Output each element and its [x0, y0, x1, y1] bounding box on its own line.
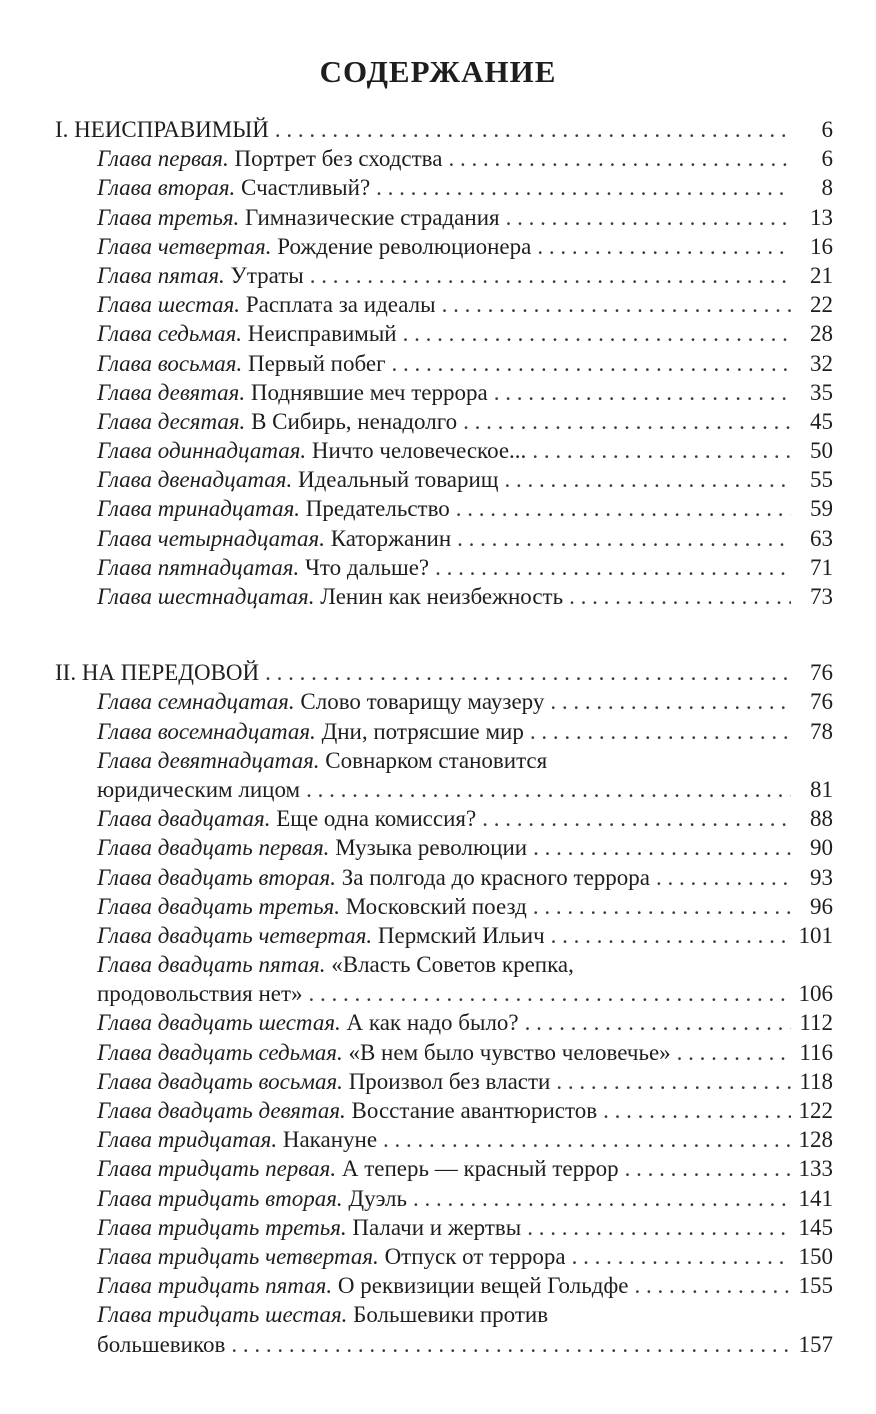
toc-entry [55, 717, 833, 746]
dot-leader [457, 524, 791, 553]
toc-entry-line [55, 553, 833, 582]
page-number: 16 [810, 233, 833, 259]
dot-leader [275, 115, 791, 144]
chapter-title: Каторжанин [324, 525, 452, 551]
page-number: 8 [821, 175, 833, 201]
table-of-contents [55, 115, 833, 1359]
toc-entry [55, 833, 833, 862]
chapter-label: Глава двадцать пятая. [97, 952, 326, 978]
dot-leader [306, 775, 791, 804]
chapter-title: продовольствия нет» [97, 981, 303, 1007]
chapter-label: Глава двадцать седьмая. [97, 1039, 343, 1065]
chapter-label: Глава тридцать шестая. [97, 1302, 348, 1328]
chapter-title: Произвол без власти [342, 1068, 551, 1094]
chapter-title: «В нем было чувство человечье» [342, 1039, 671, 1065]
section-heading-row [55, 115, 833, 144]
chapter-title: Неисправимый [242, 321, 397, 347]
entry-text [97, 1008, 519, 1037]
toc-entry [55, 1125, 833, 1154]
page-number: 88 [810, 806, 833, 832]
chapter-title: А как надо было? [340, 1010, 519, 1036]
entry-text [97, 261, 304, 290]
page-number: 155 [798, 1273, 833, 1299]
chapter-label: Глава тридцать первая. [97, 1156, 337, 1182]
chapter-title: В Сибирь, ненадолго [245, 408, 458, 434]
toc-entry [55, 319, 833, 348]
dot-leader [533, 892, 791, 921]
chapter-title: За полгода до красного террора [335, 864, 650, 890]
toc-entry [55, 687, 833, 716]
chapter-label: Глава тридцать третья. [97, 1214, 347, 1240]
chapter-title: Гимназические страдания [239, 204, 500, 230]
entry-text [97, 892, 527, 921]
dot-leader [448, 144, 791, 173]
chapter-title: Московский поезд [339, 893, 527, 919]
dot-leader [383, 1125, 791, 1154]
page-number: 6 [821, 117, 833, 142]
chapter-title: Совнарком становится [319, 747, 548, 773]
dot-leader [265, 658, 791, 687]
toc-entry-line [55, 746, 833, 775]
toc-entry [55, 1271, 833, 1300]
chapter-title: Идеальный товарищ [292, 467, 499, 493]
dot-leader [231, 1330, 791, 1359]
entry-text [97, 524, 451, 553]
toc-entry [55, 232, 833, 261]
chapter-label: Глава двадцать восьмая. [97, 1068, 343, 1094]
section-heading: II. НА ПЕРЕДОВОЙ [55, 660, 260, 686]
toc-entry-line [55, 1300, 833, 1329]
chapter-label: Глава двадцатая. [97, 806, 271, 832]
toc-entry-line [55, 173, 833, 202]
chapter-label: Глава семнадцатая. [97, 689, 295, 715]
chapter-label: Глава шестая. [97, 292, 241, 318]
entry-text [97, 1067, 550, 1096]
chapter-title: Дни, потрясшие мир [315, 718, 524, 744]
toc-entry [55, 746, 833, 804]
toc-entry [55, 863, 833, 892]
entry-text [97, 319, 397, 348]
toc-entry-line [55, 1008, 833, 1037]
chapter-title: Дуэль [342, 1185, 408, 1211]
toc-entry [55, 1300, 833, 1358]
dot-leader [456, 494, 791, 523]
toc-entry [55, 144, 833, 173]
page-number: 90 [810, 835, 833, 861]
entry-text [97, 582, 563, 611]
toc-entry [55, 1008, 833, 1037]
toc-section [55, 115, 833, 611]
chapter-label: Глава четырнадцатая. [97, 525, 325, 551]
toc-entry-line [55, 892, 833, 921]
toc-entry [55, 950, 833, 1008]
chapter-label: Глава двенадцатая. [97, 467, 293, 493]
toc-entry-line [55, 465, 833, 494]
chapter-label: Глава двадцать первая. [97, 835, 330, 861]
page-number: 141 [798, 1185, 833, 1211]
entry-text [97, 553, 429, 582]
page-number: 116 [799, 1039, 833, 1065]
entry-text [97, 1154, 619, 1183]
chapter-label: Глава двадцать вторая. [97, 864, 336, 890]
dot-leader [413, 1184, 791, 1213]
toc-entry-line [55, 1096, 833, 1125]
chapter-title: большевиков [97, 1331, 226, 1357]
toc-entry-line [55, 1067, 833, 1096]
chapter-title: юридическим лицом [97, 776, 301, 802]
toc-entry [55, 921, 833, 950]
toc-entry [55, 261, 833, 290]
chapter-label: Глава тринадцатая. [97, 496, 301, 522]
chapter-label: Глава двадцать четвертая. [97, 922, 373, 948]
toc-entry-line [55, 1271, 833, 1300]
entry-text [97, 1038, 671, 1067]
chapter-title: Утраты [224, 262, 304, 288]
entry-text [97, 1184, 407, 1213]
dot-leader [527, 1213, 791, 1242]
entry-text [97, 979, 303, 1008]
dot-leader [525, 1008, 791, 1037]
toc-entry [55, 494, 833, 523]
chapter-label: Глава пятая. [97, 262, 225, 288]
dot-leader [556, 1067, 791, 1096]
toc-entry [55, 892, 833, 921]
toc-entry-line [55, 1038, 833, 1067]
chapter-title: Пермский Ильич [372, 922, 545, 948]
dot-leader [625, 1154, 791, 1183]
page-number: 101 [798, 922, 833, 948]
dot-leader [494, 378, 791, 407]
toc-entry-line [55, 203, 833, 232]
toc-entry [55, 173, 833, 202]
chapter-title: «Власть Советов крепка, [325, 952, 574, 978]
chapter-label: Глава девятая. [97, 379, 246, 405]
chapter-label: Глава одиннадцатая. [97, 438, 307, 464]
page-number: 13 [810, 204, 833, 230]
dot-leader [463, 407, 791, 436]
dot-leader [505, 465, 791, 494]
dot-leader [376, 173, 791, 202]
toc-entry [55, 203, 833, 232]
toc-entry [55, 524, 833, 553]
chapter-title: Еще одна комиссия? [270, 806, 477, 832]
entry-text [97, 717, 524, 746]
page-number: 73 [810, 584, 833, 609]
entry-text [97, 1125, 377, 1154]
page-number: 21 [810, 262, 833, 288]
entry-text [97, 950, 574, 979]
dot-leader [392, 349, 791, 378]
dot-leader [677, 1038, 791, 1067]
toc-entry-line [55, 524, 833, 553]
toc-section [55, 658, 833, 1359]
chapter-title: Ничто человеческое... [306, 438, 527, 464]
entry-text [97, 687, 544, 716]
dot-leader [569, 582, 791, 611]
page-number: 118 [799, 1068, 833, 1094]
chapter-label: Глава тридцать пятая. [97, 1273, 333, 1299]
chapter-title: Восстание авантюристов [345, 1098, 598, 1123]
toc-entry [55, 436, 833, 465]
toc-entry-line [55, 1330, 833, 1359]
chapter-title: Поднявшие меч террора [245, 379, 488, 405]
page-number: 22 [810, 292, 833, 318]
dot-leader [656, 863, 791, 892]
dot-leader [532, 436, 791, 465]
dot-leader [310, 261, 791, 290]
chapter-label: Глава двадцать девятая. [97, 1098, 346, 1123]
dot-leader [537, 232, 791, 261]
toc-entry-line [55, 349, 833, 378]
page-number: 28 [810, 321, 833, 347]
entry-text [97, 921, 545, 950]
dot-leader [403, 319, 791, 348]
entry-text [97, 173, 370, 202]
toc-entry-line [55, 979, 833, 1008]
chapter-title: Ленин как неизбежность [314, 584, 564, 609]
toc-entry-line [55, 290, 833, 319]
chapter-title: Расплата за идеалы [240, 292, 436, 318]
toc-entry [55, 1154, 833, 1183]
chapter-title: Слово товарищу маузеру [294, 689, 545, 715]
toc-entry-line [55, 687, 833, 716]
toc-entry-line [55, 144, 833, 173]
toc-entry-line [55, 1154, 833, 1183]
page-number: 71 [810, 554, 833, 580]
chapter-title: Отпуск от террора [378, 1243, 566, 1269]
chapter-title: А теперь — красный террор [336, 1156, 619, 1182]
chapter-label: Глава тридцать вторая. [97, 1185, 343, 1211]
entry-text [97, 144, 442, 173]
toc-entry-line [55, 1125, 833, 1154]
page-number: 150 [798, 1243, 833, 1269]
toc-entry [55, 465, 833, 494]
entry-text [97, 203, 500, 232]
toc-entry-line [55, 921, 833, 950]
page-number: 145 [798, 1214, 833, 1240]
dot-leader [635, 1271, 791, 1300]
page-number: 59 [810, 496, 833, 522]
entry-text [97, 290, 436, 319]
toc-entry-line [55, 1242, 833, 1271]
dot-leader [530, 717, 791, 746]
dot-leader [442, 290, 791, 319]
chapter-label: Глава девятнадцатая. [97, 747, 320, 773]
dot-leader [435, 553, 791, 582]
toc-entry-line [55, 232, 833, 261]
section-heading-row [55, 658, 833, 687]
entry-text [97, 436, 526, 465]
toc-entry [55, 582, 833, 611]
page-number: 63 [810, 525, 833, 551]
toc-entry-line [55, 261, 833, 290]
chapter-label: Глава вторая. [97, 175, 236, 201]
page-number: 35 [810, 379, 833, 405]
entry-text [97, 494, 450, 523]
entry-text [97, 1300, 548, 1329]
entry-text [97, 1271, 629, 1300]
page-number: 122 [798, 1098, 833, 1123]
page-number: 6 [821, 146, 833, 172]
toc-entry-line [55, 833, 833, 862]
entry-text [97, 775, 300, 804]
toc-entry [55, 1242, 833, 1271]
dot-leader [603, 1096, 791, 1125]
chapter-label: Глава двадцать шестая. [97, 1010, 341, 1036]
chapter-label: Глава шестнадцатая. [97, 584, 315, 609]
page-number: 50 [810, 438, 833, 464]
toc-entry [55, 290, 833, 319]
entry-text [97, 804, 476, 833]
chapter-label: Глава восьмая. [97, 350, 243, 376]
page-number: 76 [810, 660, 833, 686]
toc-entry [55, 1184, 833, 1213]
entry-text [97, 232, 531, 261]
chapter-title: Музыка революции [329, 835, 528, 861]
page-title: СОДЕРЖАНИЕ [319, 54, 557, 89]
page-number: 106 [798, 981, 833, 1007]
toc-entry-line [55, 717, 833, 746]
entry-text [97, 465, 499, 494]
chapter-label: Глава десятая. [97, 408, 246, 434]
chapter-title: Счастливый? [235, 175, 371, 201]
toc-entry [55, 1213, 833, 1242]
toc-entry [55, 407, 833, 436]
chapter-label: Глава двадцать третья. [97, 893, 340, 919]
entry-text [97, 1242, 566, 1271]
page-number: 128 [798, 1127, 833, 1153]
dot-leader [506, 203, 791, 232]
page-number: 133 [798, 1156, 833, 1182]
page-number: 96 [810, 893, 833, 919]
toc-entry-line [55, 582, 833, 611]
page-number: 32 [810, 350, 833, 376]
toc-entry-line [55, 1184, 833, 1213]
dot-leader [309, 979, 791, 1008]
entry-text [97, 378, 488, 407]
page-number: 78 [810, 718, 833, 744]
chapter-label: Глава тридцатая. [97, 1127, 278, 1153]
toc-entry-line [55, 378, 833, 407]
page-number: 81 [810, 776, 833, 802]
entry-text [97, 746, 547, 775]
page-number: 112 [799, 1010, 833, 1036]
chapter-label: Глава первая. [97, 146, 229, 172]
chapter-title: Портрет без сходства [228, 146, 443, 172]
entry-text [97, 349, 386, 378]
toc-entry [55, 804, 833, 833]
toc-entry-line [55, 436, 833, 465]
chapter-title: О реквизиции вещей Гольдфе [332, 1273, 629, 1299]
entry-text [97, 1213, 521, 1242]
entry-text [97, 1330, 225, 1359]
chapter-title: Большевики против [347, 1302, 549, 1328]
chapter-title: Предательство [300, 496, 450, 522]
entry-text [97, 863, 650, 892]
toc-entry [55, 553, 833, 582]
chapter-title: Рождение революционера [271, 233, 532, 259]
section-heading: I. НЕИСПРАВИМЫЙ [55, 117, 269, 142]
dot-leader [572, 1242, 791, 1271]
dot-leader [482, 804, 791, 833]
chapter-title: Палачи и жертвы [346, 1214, 522, 1240]
chapter-label: Глава четвертая. [97, 233, 272, 259]
entry-text [97, 833, 527, 862]
chapter-label: Глава восемнадцатая. [97, 718, 316, 744]
toc-entry-line [55, 494, 833, 523]
chapter-label: Глава третья. [97, 204, 240, 230]
chapter-title: Накануне [277, 1127, 378, 1153]
toc-entry-line [55, 804, 833, 833]
chapter-title: Что дальше? [299, 554, 430, 580]
toc-entry-line [55, 319, 833, 348]
dot-leader [550, 687, 791, 716]
toc-entry [55, 1096, 833, 1125]
toc-entry-line [55, 863, 833, 892]
chapter-label: Глава тридцать четвертая. [97, 1243, 379, 1269]
toc-entry-line [55, 775, 833, 804]
page-number: 157 [798, 1331, 833, 1357]
page-number: 55 [810, 467, 833, 493]
toc-entry [55, 1038, 833, 1067]
entry-text [97, 407, 457, 436]
toc-entry [55, 349, 833, 378]
chapter-label: Глава седьмая. [97, 321, 243, 347]
dot-leader [533, 833, 791, 862]
page-number: 76 [810, 689, 833, 715]
entry-text [97, 1096, 597, 1125]
chapter-title: Первый побег [242, 350, 386, 376]
page-number: 45 [810, 408, 833, 434]
toc-entry [55, 1067, 833, 1096]
toc-entry-line [55, 950, 833, 979]
toc-entry-line [55, 1213, 833, 1242]
toc-entry-line [55, 407, 833, 436]
toc-entry [55, 378, 833, 407]
page-number: 93 [810, 864, 833, 890]
chapter-label: Глава пятнадцатая. [97, 554, 300, 580]
dot-leader [551, 921, 791, 950]
